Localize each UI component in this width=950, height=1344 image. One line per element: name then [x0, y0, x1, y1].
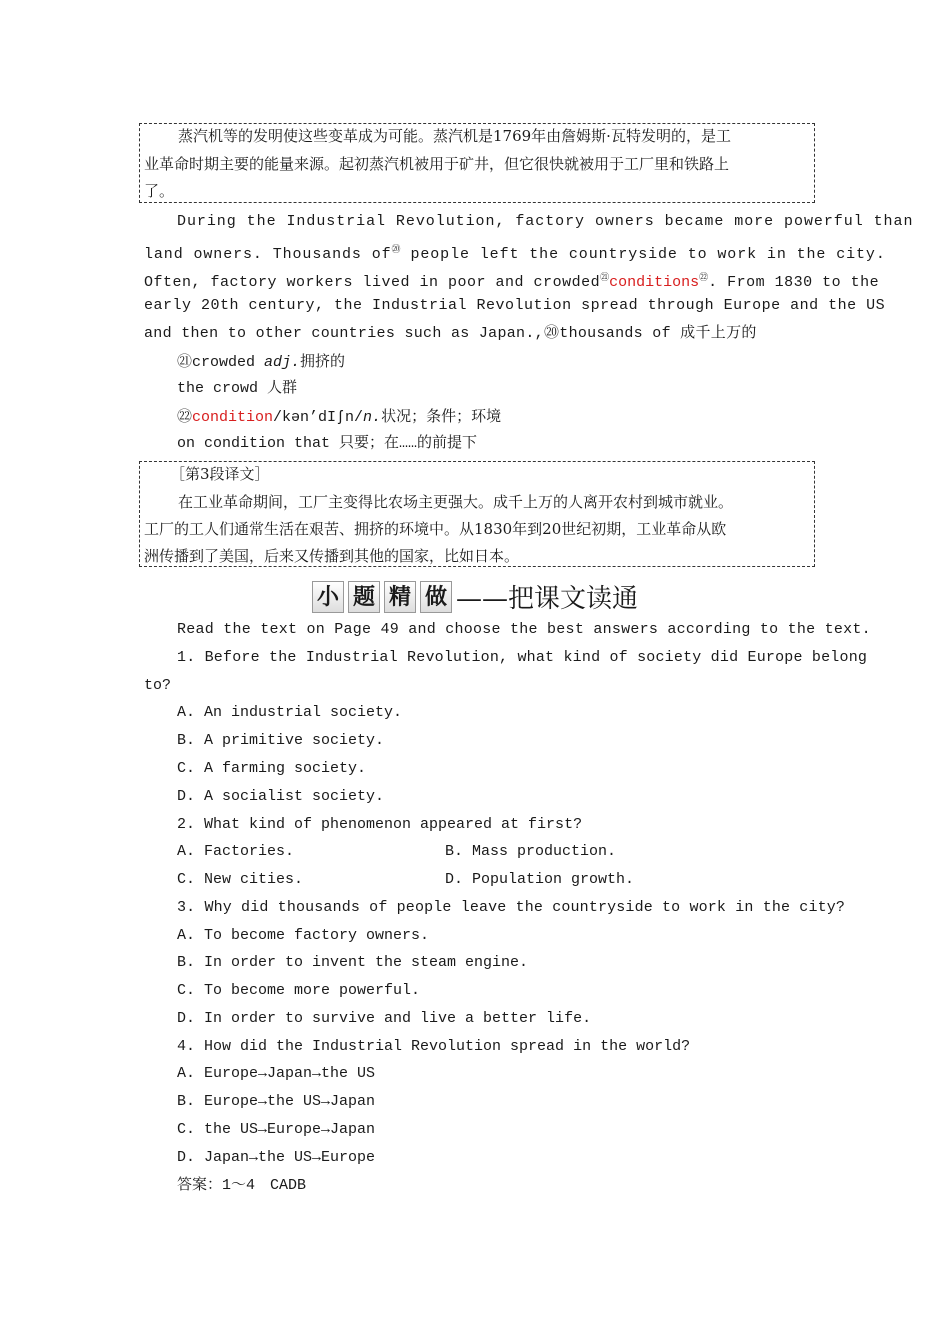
q3-option-c: C. To become more powerful.: [177, 982, 421, 999]
q2-option-d: D. Population growth.: [445, 871, 635, 888]
para3-line-1: During the Industrial Revolution, factory owners became more powerful than: [177, 213, 914, 230]
question-2: 2. What kind of phenomenon appeared at first?: [177, 816, 583, 833]
note-on-condition: on condition that 只要；在……的前提下: [177, 435, 478, 452]
heading-char-2: 题: [348, 581, 380, 613]
question-1-cont: to?: [144, 677, 172, 694]
note-condition-def: 状况；条件；环境: [381, 407, 502, 425]
translation-box-1: [139, 123, 815, 203]
box2-title: ［第3段译文］: [170, 465, 270, 483]
heading-subtitle: ——把课文读通: [455, 584, 638, 614]
box1-line-2: 业革命时期主要的能量来源。起初蒸汽机被用于矿井，但它很快就被用于工厂里和铁路上: [144, 155, 730, 173]
para3-line-3-b: . From 1830 to the: [708, 274, 880, 291]
q3-option-d: D. In order to survive and live a better life.: [177, 1010, 592, 1027]
para3-line-3-a: Often, factory workers lived in poor and crowded: [144, 274, 601, 291]
question-1: 1. Before the Industrial Revolution, what kind of society did Europe belong: [177, 649, 868, 666]
q1-option-a: A. An industrial society.: [177, 704, 403, 721]
note-condition-pos: n.: [363, 409, 382, 426]
translation-box-2: [139, 461, 815, 567]
question-4: 4. How did the Industrial Revolution spread in the world?: [177, 1038, 691, 1055]
question-3: 3. Why did thousands of people leave the countryside to work in the city?: [177, 899, 846, 916]
note-crowd: the crowd 人群: [177, 380, 298, 397]
box1-line-3: 了。: [144, 182, 175, 200]
q2-option-c: C. New cities.: [177, 871, 304, 888]
box2-line-2: 工厂的工人们通常生活在艰苦、拥挤的环境中。从1830年到20世纪初期，工业革命从欧: [144, 520, 727, 538]
para3-line-5: and then to other countries such as Japan.,⑳thousands of 成千上万的: [144, 325, 757, 342]
answer-key: 答案：1～4 CADB: [177, 1177, 307, 1194]
para3-line-2: [144, 240, 886, 265]
q3-option-a: A. To become factory owners.: [177, 927, 430, 944]
note-condition-mark: ㉒: [177, 409, 193, 426]
instructions: Read the text on Page 49 and choose the best answers according to the text.: [177, 621, 871, 638]
q2-option-b: B. Mass production.: [445, 843, 617, 860]
q1-option-b: B. A primitive society.: [177, 732, 385, 749]
footnote-mark-22: ㉒: [699, 273, 709, 283]
note-crowded: [177, 351, 345, 373]
section-heading: [0, 578, 950, 615]
note-condition-phonetic: /kən’dIʃn/: [273, 409, 364, 426]
q4-option-b: B. Europe→the US→Japan: [177, 1093, 376, 1110]
note-condition: [177, 406, 501, 428]
note-crowded-def: 拥挤的: [300, 352, 346, 370]
note-crowded-word: ㉑crowded: [177, 354, 265, 371]
q4-option-d: D. Japan→the US→Europe: [177, 1149, 376, 1166]
box2-line-1: 在工业革命期间，工厂主变得比农场主更强大。成千上万的人离开农村到城市就业。: [178, 493, 734, 511]
para3-line-2-b: people left the countryside to work in the city.: [400, 246, 886, 263]
box2-line-3: 洲传播到了美国，后来又传播到其他的国家，比如日本。: [144, 547, 520, 565]
footnote-mark-21: ㉑: [600, 273, 610, 283]
para3-line-3: [144, 268, 879, 293]
para3-line-4: early 20th century, the Industrial Revolution spread through Europe and the US: [144, 297, 886, 314]
keyword-conditions: conditions: [609, 274, 700, 291]
footnote-mark-20: ⑳: [391, 245, 401, 255]
heading-char-4: 做: [420, 581, 452, 613]
heading-char-3: 精: [384, 581, 416, 613]
q1-option-d: D. A socialist society.: [177, 788, 385, 805]
para3-line-2-a: land owners. Thousands of: [144, 246, 392, 263]
box1-line-1: 蒸汽机等的发明使这些变革成为可能。蒸汽机是1769年由詹姆斯·瓦特发明的，是工: [178, 127, 731, 145]
heading-char-1: 小: [312, 581, 344, 613]
note-crowded-pos: adj.: [264, 354, 301, 371]
q3-option-b: B. In order to invent the steam engine.: [177, 954, 529, 971]
note-condition-word: condition: [192, 409, 274, 426]
q4-option-c: C. the US→Europe→Japan: [177, 1121, 376, 1138]
q2-option-a: A. Factories.: [177, 843, 295, 860]
q1-option-c: C. A farming society.: [177, 760, 367, 777]
q4-option-a: A. Europe→Japan→the US: [177, 1065, 376, 1082]
